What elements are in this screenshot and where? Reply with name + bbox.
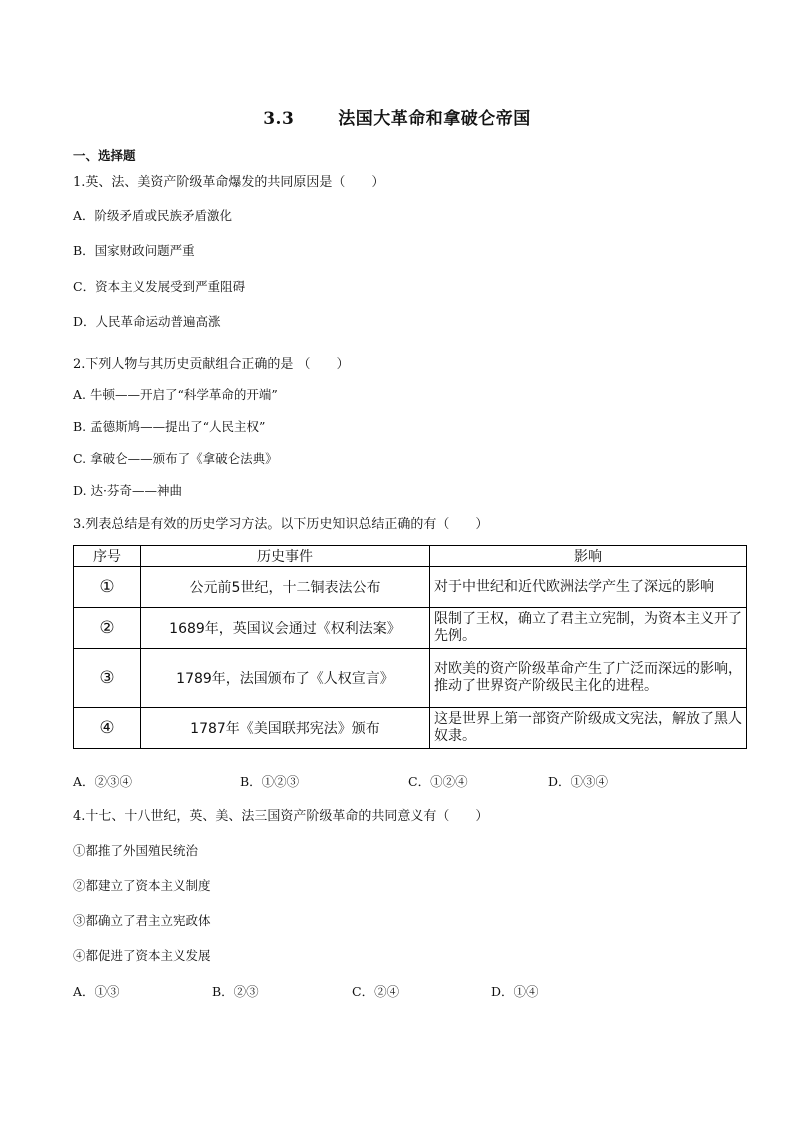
row-event: 1787年《美国联邦宪法》颁布: [141, 708, 430, 749]
question-4-stem: 4.十七、十八世纪，英、美、法三国资产阶级革命的共同意义有（ ）: [73, 809, 489, 824]
table-row: [74, 708, 747, 749]
question-4-item-3: ③都确立了君主立宪政体: [73, 913, 211, 928]
table-row: [74, 567, 747, 608]
question-4-item-4: ④都促进了资本主义发展: [73, 948, 211, 963]
row-index: ④: [74, 708, 141, 749]
question-4-option-d[interactable]: D．①④: [491, 984, 539, 999]
question-3-stem: 3.列表总结是有效的历史学习方法。以下历史知识总结正确的有（ ）: [73, 517, 489, 532]
question-3-option-d[interactable]: D．①③④: [548, 774, 609, 789]
history-summary-table: [73, 545, 747, 749]
question-1-option-d[interactable]: D．人民革命运动普遍高涨: [73, 314, 221, 329]
question-1-stem: 1.英、法、美资产阶级革命爆发的共同原因是（ ）: [73, 175, 385, 190]
title-text: 法国大革命和拿破仑帝国: [338, 109, 531, 129]
table-row: [74, 649, 747, 708]
table-row: [74, 608, 747, 649]
question-3-option-a[interactable]: A．②③④: [73, 774, 133, 789]
question-2-option-a[interactable]: A. 牛顿——开启了“科学革命的开端”: [73, 387, 278, 402]
section-heading: 一、选择题: [73, 148, 136, 163]
question-3-options: [73, 772, 713, 790]
row-event: 1789年，法国颁布了《人权宣言》: [141, 649, 430, 708]
page-title: [0, 104, 794, 129]
question-2-option-b[interactable]: B. 孟德斯鸠——提出了“人民主权”: [73, 419, 266, 434]
question-4-options: [73, 982, 713, 1000]
row-index: ②: [74, 608, 141, 649]
question-1-option-a[interactable]: A．阶级矛盾或民族矛盾激化: [73, 208, 233, 223]
row-index: ③: [74, 649, 141, 708]
question-4-option-c[interactable]: C．②④: [352, 984, 400, 999]
question-3-option-b[interactable]: B．①②③: [240, 774, 300, 789]
table-header-row: [74, 546, 747, 567]
question-4-item-2: ②都建立了资本主义制度: [73, 878, 211, 893]
row-impact: 这是世界上第一部资产阶级成文宪法，解放了黑人奴隶。: [430, 708, 747, 749]
header-event: 历史事件: [141, 546, 430, 567]
row-event: 公元前5世纪，十二铜表法公布: [141, 567, 430, 608]
row-event: 1689年，英国议会通过《权利法案》: [141, 608, 430, 649]
row-index: ①: [74, 567, 141, 608]
question-4-option-a[interactable]: A．①③: [73, 984, 120, 999]
question-1-option-c[interactable]: C．资本主义发展受到严重阻碍: [73, 279, 246, 294]
row-impact: 对于中世纪和近代欧洲法学产生了深远的影响: [430, 567, 747, 608]
question-1-option-b[interactable]: B．国家财政问题严重: [73, 243, 195, 258]
header-impact: 影响: [430, 546, 747, 567]
question-2-option-d[interactable]: D. 达·芬奇——神曲: [73, 483, 182, 498]
question-3-option-c[interactable]: C．①②④: [408, 774, 468, 789]
question-2-stem: 2.下列人物与其历史贡献组合正确的是 （ ）: [73, 357, 350, 372]
row-impact: 限制了王权，确立了君主立宪制，为资本主义开了先例。: [430, 608, 747, 649]
question-4-item-1: ①都推了外国殖民统治: [73, 843, 199, 858]
row-impact: 对欧美的资产阶级革命产生了广泛而深远的影响，推动了世界资产阶级民主化的进程。: [430, 649, 747, 708]
question-4-option-b[interactable]: B．②③: [212, 984, 259, 999]
question-2-option-c[interactable]: C. 拿破仑——颁布了《拿破仑法典》: [73, 451, 278, 466]
title-number: 3.3: [263, 109, 295, 129]
header-index: 序号: [74, 546, 141, 567]
